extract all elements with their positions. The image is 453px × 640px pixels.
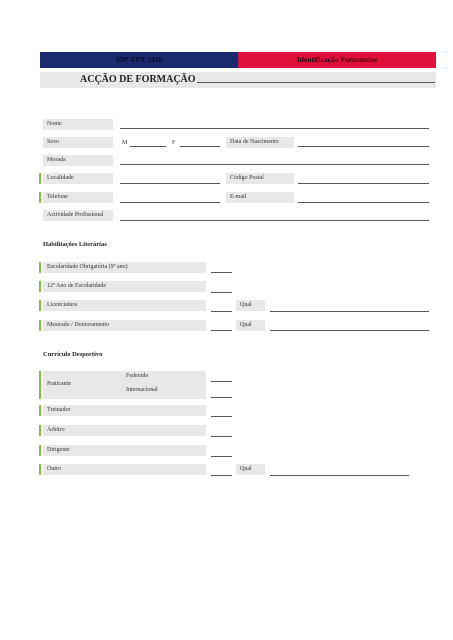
- sexo-f-label: F: [172, 140, 176, 146]
- action-title: ACÇÃO DE FORMAÇÃO: [80, 74, 196, 85]
- localidade-marker: [39, 173, 41, 184]
- localidade-label: Localidade: [43, 173, 113, 184]
- outro-field[interactable]: [211, 475, 232, 476]
- data-nascimento-label: Data de Nascimento: [226, 137, 294, 148]
- mestrado-qual-label: Qual: [236, 320, 265, 331]
- curriculo-title: Currículo Desportivo: [43, 351, 103, 358]
- treinador-marker: [39, 405, 41, 416]
- email-label: E-mail: [226, 192, 294, 203]
- outro-label: Outro: [43, 464, 206, 475]
- arbitro-marker: [39, 425, 41, 436]
- action-title-line[interactable]: [197, 82, 435, 83]
- habilitacoes-title: Habilitações Literárias: [43, 241, 107, 248]
- nome-label: Nome: [43, 119, 113, 130]
- internacional-label: Internacional: [126, 387, 158, 393]
- localidade-field[interactable]: [120, 183, 220, 184]
- internacional-field[interactable]: [211, 397, 232, 398]
- header-left-block: [40, 52, 238, 68]
- licenciatura-field[interactable]: [211, 311, 232, 312]
- treinador-field[interactable]: [211, 416, 232, 417]
- header-bar: [40, 52, 436, 68]
- sexo-f-field[interactable]: [180, 146, 220, 147]
- dirigente-label: Dirigente: [43, 445, 206, 456]
- mestrado-qual-field[interactable]: [270, 330, 429, 331]
- escolaridade-marker: [39, 262, 41, 273]
- sexo-m-label: M: [122, 140, 128, 146]
- dirigente-marker: [39, 445, 41, 456]
- ano12-marker: [39, 281, 41, 292]
- outro-qual-label: Qual: [236, 464, 265, 475]
- federado-field[interactable]: [211, 381, 232, 382]
- data-nascimento-field[interactable]: [298, 146, 429, 147]
- action-title-row: [40, 72, 436, 88]
- sexo-label: Sexo: [43, 137, 113, 148]
- escolaridade-field[interactable]: [211, 272, 232, 273]
- federado-label: Federado: [126, 373, 149, 379]
- ano12-field[interactable]: [211, 292, 232, 293]
- actividade-label: Actividade Profissional: [43, 210, 113, 221]
- praticante-label: Praticante: [47, 381, 71, 387]
- licenciatura-label: Licenciatura: [43, 300, 206, 311]
- morada-field[interactable]: [120, 164, 429, 165]
- actividade-field[interactable]: [120, 220, 429, 221]
- praticante-marker: [39, 371, 41, 399]
- header-left-title: IDP-FPX 2010: [115, 55, 163, 64]
- outro-marker: [39, 464, 41, 475]
- header-right-title: Identificação Formandos: [296, 55, 378, 64]
- arbitro-field[interactable]: [211, 436, 232, 437]
- telefone-label: Telefone: [43, 192, 113, 203]
- treinador-label: Treinador: [43, 405, 206, 416]
- morada-label: Morada: [43, 155, 113, 166]
- header-right-block: [238, 52, 436, 68]
- outro-qual-field[interactable]: [270, 475, 409, 476]
- codigo-postal-label: Código Postal: [226, 173, 294, 184]
- codigo-postal-field[interactable]: [298, 183, 429, 184]
- email-field[interactable]: [298, 202, 429, 203]
- licenciatura-marker: [39, 300, 41, 311]
- praticante-block: [43, 371, 206, 399]
- arbitro-label: Árbitro: [43, 425, 206, 436]
- escolaridade-label: Escolaridade Obrigatória (9º ano): [43, 262, 206, 273]
- mestrado-marker: [39, 320, 41, 331]
- ano12-label: 12º Ano de Escolaridade: [43, 281, 206, 292]
- licenciatura-qual-label: Qual: [236, 300, 265, 311]
- telefone-field[interactable]: [120, 202, 220, 203]
- licenciatura-qual-field[interactable]: [270, 311, 429, 312]
- telefone-marker: [39, 192, 41, 203]
- sexo-m-field[interactable]: [130, 146, 166, 147]
- nome-field[interactable]: [120, 128, 429, 129]
- dirigente-field[interactable]: [211, 456, 232, 457]
- mestrado-label: Mestrado / Doutoramento: [43, 320, 206, 331]
- mestrado-field[interactable]: [211, 330, 232, 331]
